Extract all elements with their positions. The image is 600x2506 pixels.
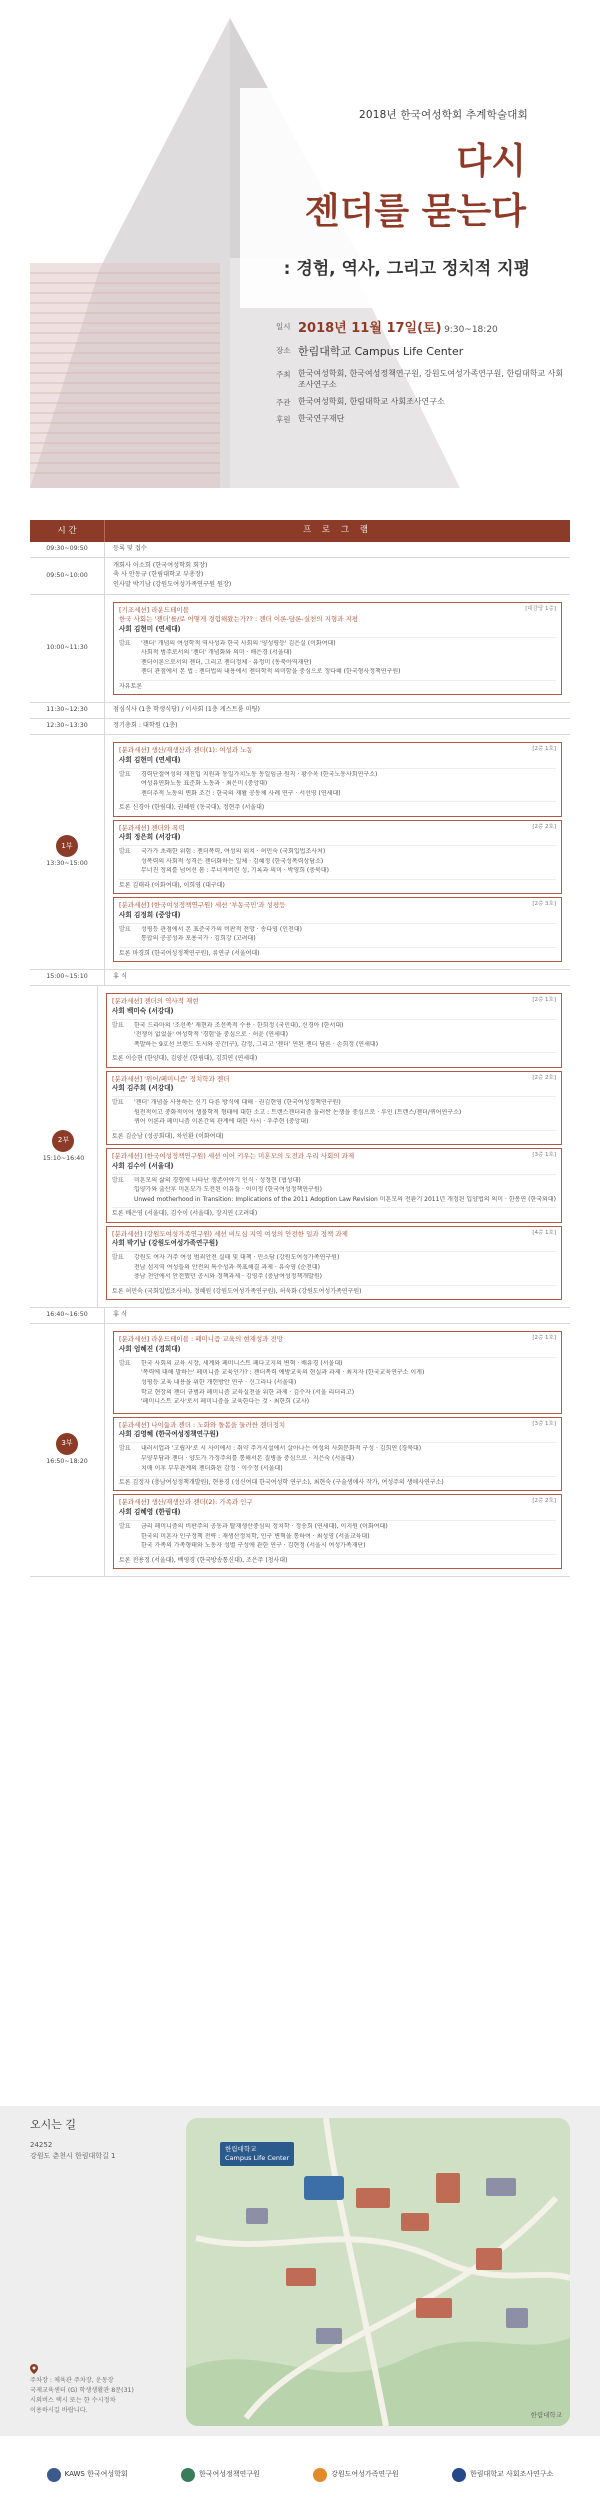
session-topic: 한국 사회는 '젠더'를/로 어떻게 경험해왔는가?? : 젠더 이론-담론-실천의 지형과 지평 xyxy=(119,614,359,623)
greeting-speech: 인사말 박기남 (강원도여성가족연구원 원장) xyxy=(113,580,232,588)
discussants: 토론 전용정 (서울대), 백영경 (한국방송통신대), 조은주 (청사대) xyxy=(119,1556,288,1564)
presentation-item: 강원도 여자 거주 여성 범죄안전 실태 및 대책 · 민소담 (강원도여성가족연구원) xyxy=(133,1254,340,1262)
event-edition: 2018년 한국여성학회 추계학술대회 xyxy=(358,109,528,121)
directions-section xyxy=(0,2106,600,2436)
session-block xyxy=(106,993,562,1068)
logo-kwdi xyxy=(181,2468,260,2482)
presentation-item: 내러서업과 '고립자'로 시 사이에서 : 취약 주거시설에서 살아나는 여성의 사회문화적 구성 · 김희연 (경북대) xyxy=(141,1445,422,1453)
session-title: [분과세션] 생산/재생산과 젠더(2): 가족과 인구 xyxy=(119,1498,253,1507)
discussants: 토론 김태라 (이화여대), 이희영 (대구대) xyxy=(119,881,225,889)
qa xyxy=(119,680,556,691)
presenter-label: 발표 xyxy=(119,848,131,856)
event-time: 9:30~18:20 xyxy=(444,325,498,335)
address-block xyxy=(30,2140,116,2162)
presentation-item: 입양가와 출산후 미혼모가 도전된 이유들 · 이미정 (한국여성정책연구원) xyxy=(133,1186,322,1194)
assembly-row xyxy=(30,719,570,735)
session-title: [분과세션] 젠더의 역사적 재현 xyxy=(111,996,199,1005)
part2-row xyxy=(30,986,570,1308)
logo-gwff xyxy=(313,2468,399,2482)
congratulatory-speech: 축 사 안동규 (한림대학교 부총장) xyxy=(113,571,204,579)
event-info xyxy=(276,320,566,430)
time-cell: 09:50~10:00 xyxy=(30,558,105,594)
presenter-label: 발표 xyxy=(119,925,131,933)
session-chair: 사회 김정희 (중앙대) xyxy=(119,910,181,919)
presentation-item: 여성유연화노동 표준화 노동과 · 최은미 (중앙대) xyxy=(141,780,268,788)
presenter-label: 발표 xyxy=(111,1021,124,1029)
presentation-item: '전쟁이 없었을' 여성학적 '경험'을 중심으로 · 허윤 (연세대) xyxy=(133,1031,289,1039)
organizer-row xyxy=(276,396,566,408)
presentation-item: 경력단절여성의 재진입 지원과 동일가치노동 동일임금 원칙 · 황수옥 (한국노동사회연구소) xyxy=(141,770,378,778)
hallym-logo-icon xyxy=(452,2468,466,2482)
session-title: [기조세션] 라운드테이블 xyxy=(119,606,189,615)
opening-speech: 개회사 이소희 (한국여성학회 회장) xyxy=(113,562,208,569)
time-cell: 10:00~11:30 xyxy=(30,595,105,702)
part1-row xyxy=(30,735,570,970)
note-line: 국제교육센터 (G) 학생생활관 8문(31) xyxy=(30,2386,134,2394)
table-header xyxy=(30,520,570,542)
presentation-item: 성평등 관점에서 본 표준국가의 비판적 전망 · 송다영 (인천대) xyxy=(141,925,302,933)
presenter-label: 발표 xyxy=(111,1099,124,1107)
session-title: [분과세션] 젠더와 폭력 xyxy=(119,823,185,832)
presentation-item: 학교 현장의 젠더 규범과 페미니즘 교육실천을 위한 과제 · 김수자 (서울 리더리고) xyxy=(141,1388,355,1396)
time-cell: 09:30~09:50 xyxy=(30,542,105,557)
session-block xyxy=(113,742,562,817)
hero-section xyxy=(0,0,600,510)
presentation-item: 한국 가족의 가족형태와 노동자 성별 구성에 관한 연구 · 김현정 (서울시 여성가족재단) xyxy=(141,1542,366,1550)
presentation-item: 무너진 정의를 넘어선 몸 : 무너져버린 성, 기록과 의미 · 박영희 (충북대) xyxy=(141,867,329,875)
session-block xyxy=(113,1417,562,1492)
session-block xyxy=(113,1494,562,1569)
logo-text: 한국여성정책연구원 xyxy=(198,2470,260,2479)
sponsor-label: 후원 xyxy=(276,415,291,425)
map-corner-label: 한림대학교 xyxy=(530,2411,562,2420)
presentation-item: 충남 천안에서 안전했던 공시와 정책과제 · 김영주 (충남여성정책개발원) xyxy=(133,1273,322,1281)
discussants: 토론 배은영 (서울대), 김수이 (서울대), 장지연 (고려대) xyxy=(111,1210,258,1218)
session-title: [분과세션] 나이듦과 젠더 : 노화와 돌봄을 둘러싼 젠더정치 xyxy=(119,1420,286,1429)
program-table xyxy=(30,520,570,1577)
time-cell: 15:10~16:40 xyxy=(42,1154,85,1162)
presentation-item: 폭발하는 9호선 브랜드 도시와 공간(구), 감정, 그리고 '젠더' 연된 젠더 담론 · 손희정 (연세대) xyxy=(133,1040,379,1048)
session-location: [2층 1호] xyxy=(532,996,556,1003)
discussants: 토론 이승현 (한양대), 김양선 (한림대), 김희연 (연세대) xyxy=(111,1055,258,1063)
session-location: [2층 3호] xyxy=(532,901,556,908)
host-label: 주최 xyxy=(276,369,291,379)
presenter-label: 발표 xyxy=(119,1445,131,1453)
session-block xyxy=(113,820,562,895)
time-cell: 16:40~16:50 xyxy=(30,1308,105,1323)
part-badge: 2부 xyxy=(52,1130,74,1152)
logo-kaws xyxy=(47,2468,128,2482)
event-date: 2018년 11월 17일(토) xyxy=(298,321,442,336)
session-chair: 사회 정은희 (서강대) xyxy=(119,833,181,842)
organizer: 한국여성학회, 한림대학교 사회조사연구소 xyxy=(298,396,445,406)
session-block xyxy=(113,897,562,962)
session-chair: 사회 김혜영 (한림대) xyxy=(119,1508,181,1517)
venue-label: 장소 xyxy=(276,345,291,355)
session-title: [분과세션] (강원도여성가족연구원) 세션 비도심 지역 여성의 안전한 일과 정책 과제 xyxy=(111,1229,348,1238)
time-cell: 16:50~18:20 xyxy=(46,1458,88,1466)
note-line: 시외버스 택시 또는 한 수시정차 xyxy=(30,2396,116,2404)
keynote-session xyxy=(113,602,562,695)
session-block xyxy=(106,1071,562,1146)
qa-label: 자유토론 xyxy=(119,682,143,690)
discussants: 토론 김순남 (성공회대), 차인환 (이화여대) xyxy=(111,1132,224,1140)
discussants: 토론 신경아 (한림대), 권혜원 (동국대), 정현주 (서울대) xyxy=(119,804,265,812)
presenter-label: 발표 xyxy=(111,1254,124,1262)
discussants: 토론 김정자 (충남여성정책개발원), 현용경 (성신여대 한국여성학 연구소), 최현숙 (구술생애사 작가, 여성주의 생애사연구소) xyxy=(119,1479,444,1487)
postcode: 24252 xyxy=(30,2141,53,2149)
discussants: 토론 마경희 (한국여성정책연구원), 류연규 (서울여대) xyxy=(119,949,260,957)
presentation-item: 퀴어 이론과 페미니즘 이론간의 관계에 대한 사시 · 우주현 (중앙대) xyxy=(133,1118,309,1126)
presentation-item: 젠더추적 노동의 변화 조건 : 한국의 재활 공동체 사례 연구 · 서선영 (연세대) xyxy=(141,789,341,797)
part-badge: 3부 xyxy=(56,1433,78,1455)
kwdi-logo-icon xyxy=(181,2468,195,2482)
time-cell: 13:30~15:00 xyxy=(46,860,88,868)
lunch-row xyxy=(30,703,570,719)
session-title: [분과세션] (한국여성정책연구원) 세션 '부동국민'과 성평등 xyxy=(119,901,286,910)
presenter-label: 발표 xyxy=(119,1359,131,1367)
building-name: 한림대학교 xyxy=(225,2145,257,2153)
logo-hallym xyxy=(452,2468,553,2482)
presentation-item: 금리 페미니즘의 비판주의 공동과 탈재생산중심의 정치학 · 정송희 (연세대), 이지원 (이화여대) xyxy=(141,1522,388,1530)
session-chair: 사회 엄혜진 (경희대) xyxy=(119,1344,181,1353)
col-time: 시 간 xyxy=(30,520,105,542)
presentation-item: 전남 섬지역 여성들의 안전의 특수성과 목표해결 과제 · 유숙영 (순천대) xyxy=(133,1263,321,1271)
keynote-row xyxy=(30,595,570,703)
venue: 한림대학교 Campus Life Center xyxy=(298,344,464,358)
presentation-item: 한국 사회의 교육 시장, 세계와 페미니스트 페다고지의 변혁 · 배유경 (서울대) xyxy=(141,1359,343,1367)
break-row xyxy=(30,1308,570,1324)
part3-row xyxy=(30,1324,570,1577)
session-location: [2층 1호] xyxy=(532,745,556,752)
host-row xyxy=(276,368,566,391)
presentation-item: 원전적이고 중화적이어 생물학적 형태에 대한 소고 : 트랜스젠더리즘 둘러싼 논쟁을 중심으로 · 루인 (트랜스/젠더/퀴어연구소) xyxy=(133,1108,462,1116)
presentation-item: 한국 드라마의 '조선족' 재현과 조선족적 수용 · 한희정 (국민대), 신경아 (한서대) xyxy=(133,1021,344,1029)
address: 강원도 춘천시 한림대학길 1 xyxy=(30,2152,116,2161)
kaws-logo-icon xyxy=(47,2468,61,2482)
discussants: 토론 허민숙 (국회입법조사처), 정혜원 (강원도여성가족연구원), 허욱화 (강원도여성가족연구원) xyxy=(111,1288,362,1295)
session-chair: 사회 박기남 (강원도여성가족연구원) xyxy=(111,1239,219,1248)
session-title: [분과세션] 생산/재생산과 젠더(1): 여성과 노동 xyxy=(119,745,253,754)
time-cell: 12:30~13:30 xyxy=(30,719,105,734)
date-label: 일시 xyxy=(276,322,291,331)
session-location: [2층 2호] xyxy=(532,1498,556,1505)
session-title: [분과세션] 라운드테이블 : 페미니즘 교육의 현재성과 전망 xyxy=(119,1335,284,1344)
presentation-item: 성폭력의 사회적 성격은 젠더화하는 일체 · 김혜정 (한국성폭력상담소) xyxy=(141,857,324,865)
presentation-item: 치매 이후 부부관계의 젠더화된 감정 · 이수정 (서울대) xyxy=(141,1464,283,1472)
title-line-1: 다시 xyxy=(456,141,526,182)
sponsor-row xyxy=(276,413,566,425)
break-row xyxy=(30,970,570,986)
date-row xyxy=(276,320,566,339)
col-program: 프 로 그 램 xyxy=(303,525,372,536)
logo-text: 한림대학교 사회조사연구소 xyxy=(469,2470,554,2479)
host: 한국여성학회, 한국여성정책연구원, 강원도여성가족연구원, 한림대학교 사회조사연구소 xyxy=(298,368,564,390)
footer-logos xyxy=(0,2444,600,2506)
presentation-item: 젠더이론으로서의 젠더, 그리고 젠더정체 · 유정미 (동북아역재단) xyxy=(141,658,312,666)
session-block xyxy=(106,1226,562,1301)
part-badge: 1부 xyxy=(56,835,78,857)
session-chair: 사회 김현미 (연세대) xyxy=(119,755,181,764)
session-location: [4층 1호] xyxy=(532,1229,556,1236)
presentation-item: Unwed motherhood in Transition: Implications of the 2011 Adoption Law Revision 미혼모의 전환기 2011년 개정된 입양법의 의미 · 한봉연 (한국외대) xyxy=(133,1195,556,1203)
time-cell: 15:00~15:10 xyxy=(30,970,105,985)
presentation-item: 성평등 교육 내용을 위한 개헌방안 연구 · 신그라나 (서울대) xyxy=(141,1378,297,1386)
venue-row xyxy=(276,344,566,360)
session-chair: 사회 김수이 (서울대) xyxy=(111,1161,174,1170)
logo-text: 강원도여성가족연구원 xyxy=(331,2470,399,2479)
registration: 등록 및 접수 xyxy=(113,545,147,552)
presenter-label: 발표 xyxy=(119,639,131,647)
session-location: [3층 1호] xyxy=(532,1152,556,1159)
logo-text: KAWS 한국여성학회 xyxy=(64,2470,128,2479)
gwff-logo-icon xyxy=(313,2468,327,2482)
presentation-item: '젠더' 개념을 사용하는 신기 다른 방식에 대해 · 권김현영 (한국여성정책연구원) xyxy=(133,1099,341,1107)
assembly: 정기총회 : 대학원 (1층) xyxy=(113,721,178,729)
presenter-label: 발표 xyxy=(119,770,131,778)
campus-map[interactable] xyxy=(186,2118,570,2426)
presentation-item: 젠더 관점에서 본 법 : 젠더법의 내용에서 젠더학적 의미함을 중심으로 정다혜 (한국형사정책연구원) xyxy=(141,668,401,676)
presentation-item: 사회적 범주로서의 '젠더' 개념화와 의미 · 배은경 (서울대) xyxy=(141,649,292,657)
presentation-item: '페미니스트 교사'로서 페미니즘을 교육한다는 것 · 최한희 (교사) xyxy=(141,1398,310,1406)
session-location: [2층 2호] xyxy=(532,1074,556,1081)
session-title: [분과세션] (한국여성정책연구원) 세션 이어 키우는 미혼모의 도전과 우리 사회의 과제 xyxy=(111,1152,355,1161)
presenter-label: 발표 xyxy=(111,1176,124,1184)
session-location: [2층 1호] xyxy=(532,1335,556,1342)
break: 휴 식 xyxy=(113,972,127,980)
registration-row xyxy=(30,542,570,558)
transport-notes xyxy=(30,2376,134,2416)
building-label xyxy=(220,2142,294,2166)
opening-row xyxy=(30,558,570,595)
sponsor: 한국연구재단 xyxy=(298,414,345,424)
lunch: 점심식사 (1층 학생식당) / 이사회 (1층 게스트룸 미팅) xyxy=(113,705,260,713)
presentation-item: 미혼모의 삶의 경험에 나타난 생존이야기 인식 · 성정현 (협성대) xyxy=(133,1176,301,1184)
presentations xyxy=(119,637,556,678)
presenter-label: 발표 xyxy=(119,1522,131,1530)
organizer-label: 주관 xyxy=(276,397,291,407)
title-line-2: 젠더를 묻는다 xyxy=(304,191,526,232)
session-block xyxy=(106,1148,562,1223)
break: 휴 식 xyxy=(113,1311,127,1319)
subtitle: : 경험, 역사, 그리고 정치적 지평 xyxy=(283,259,530,279)
directions-heading: 오시는 길 xyxy=(30,2118,77,2131)
session-chair: 사회 김영혜 (한국여성정책연구원) xyxy=(119,1430,219,1439)
presentation-item: '젠더' 개념의 여성학적 역사성과 한국 사회의 '양성평등' 김은실 (이화여대) xyxy=(141,639,336,647)
presentation-item: 한국의 미혼자 인구정책 전략 : 재생산정치학, 인구 변혁을 통하여 · 최성영 (서울교육대) xyxy=(141,1532,370,1540)
note-line: 이용하시길 바랍니다. xyxy=(30,2406,88,2414)
session-block xyxy=(113,1331,562,1414)
presentation-item: 통합의 공공성과 포용국가 · 김희강 (고려대) xyxy=(141,935,256,943)
session-location: [3층 1호] xyxy=(532,1420,556,1427)
time-cell: 11:30~12:30 xyxy=(30,703,105,718)
presentation-item: 국가가 초래한 위험 : 젠더폭력, 여성의 위치 · 허민숙 (국회입법조사처) xyxy=(141,848,326,856)
session-chair: 사회 김주희 (서강대) xyxy=(111,1084,174,1093)
session-location: [2층 2호] xyxy=(532,823,556,830)
presentation-item: '폭력에 대해 말하는' 페미니즘 교육인가? : 젠더폭력 예방교육의 현실과 과제 · 최지자 (한국교육연구소 이게) xyxy=(141,1369,425,1377)
session-title: [분과세션] '위어/페미니즘' 정치학과 젠더 xyxy=(111,1074,230,1083)
session-chair: 사회 김현미 (연세대) xyxy=(119,624,181,633)
note-line: 주차장 : 체육관 주차장, 운동장 xyxy=(30,2377,114,2384)
session-location: [대강당 1층] xyxy=(525,606,556,613)
location-pin-icon xyxy=(30,2364,38,2374)
building-sub: Campus Life Center xyxy=(225,2154,290,2163)
session-chair: 사회 백미숙 (서강대) xyxy=(111,1006,174,1015)
presentation-item: 부양부담과 젠더 · 양도가 가정주의를 통해서본 질병을 중심으로 · 지은숙 (서울대) xyxy=(141,1454,355,1462)
